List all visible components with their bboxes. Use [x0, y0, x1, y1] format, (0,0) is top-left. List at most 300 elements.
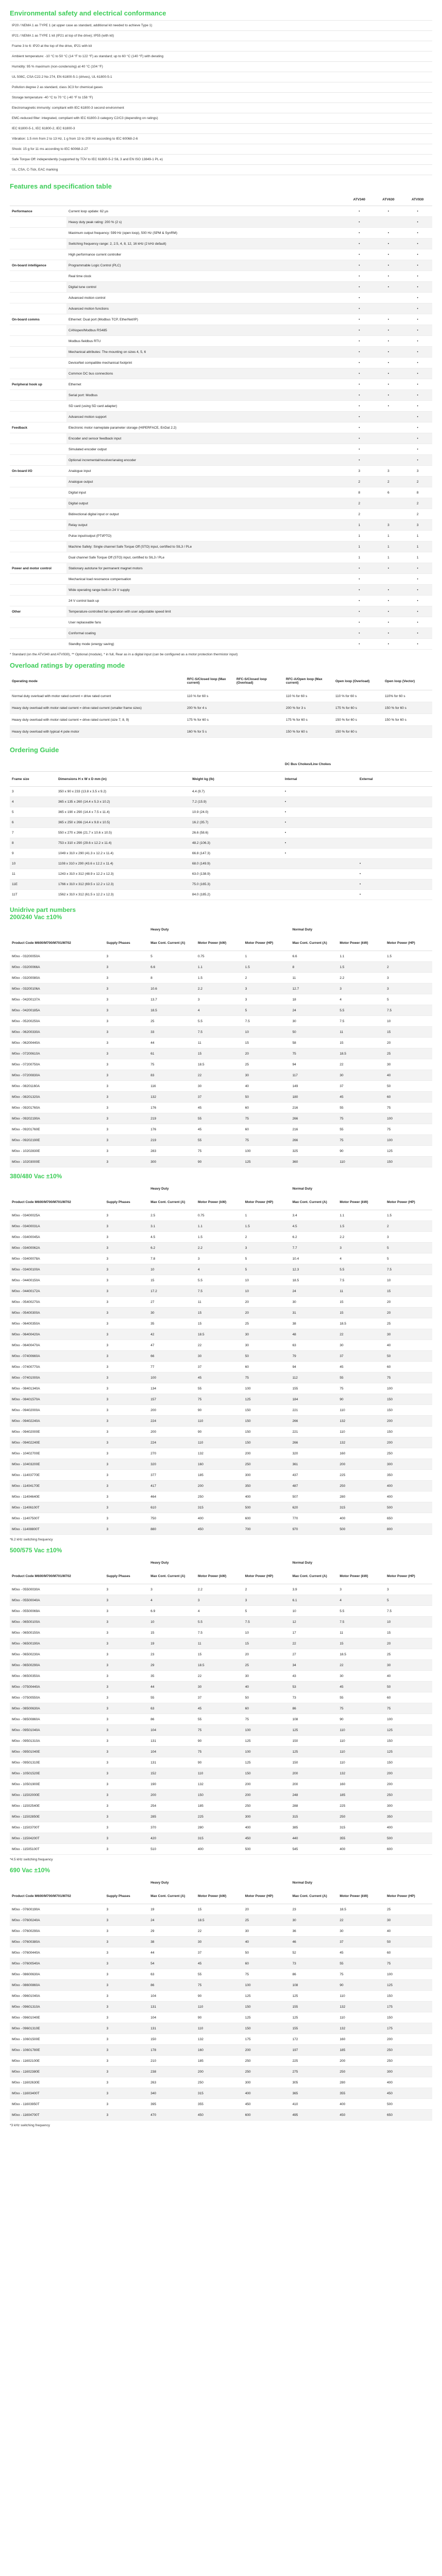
- vt-cell: 75: [243, 1113, 291, 1124]
- vt-cell: 15: [196, 1308, 243, 1318]
- vt-row: [10, 1459, 432, 1470]
- vt-cell: M0xx - 06400470A: [10, 1340, 105, 1351]
- vt-cell: 15: [385, 1286, 432, 1297]
- vt-cell: M0xx - 11505100T: [10, 1844, 105, 1855]
- vt-cell: 60: [243, 1958, 291, 1969]
- vt-cell: 50: [385, 1937, 432, 1947]
- vt-cell: 11: [196, 1297, 243, 1308]
- vt-cell: 270: [148, 1448, 196, 1459]
- features-row: [10, 239, 432, 249]
- vt-cell: 100: [243, 1383, 291, 1394]
- vt-row: [10, 1383, 432, 1394]
- vt-cell: 3: [105, 1844, 149, 1855]
- vt-cell: M0xx - 11503700T: [10, 1822, 105, 1833]
- vt-cell: M0xx - 05400270A: [10, 1297, 105, 1308]
- vt-cell: 100: [243, 1725, 291, 1736]
- vt-cell: 30: [243, 1671, 291, 1682]
- vt-cell: 3: [105, 2012, 149, 2023]
- ordering-row: [10, 879, 432, 890]
- vt-cell: M0xx - 09501040E: [10, 1747, 105, 1757]
- vt-cell: 545: [291, 1844, 338, 1855]
- vt-cell: 3: [105, 973, 149, 984]
- overload-col-header: RFC-A/Open loop (Max current): [284, 672, 333, 690]
- vt-col-header: Max Cont. Current (A): [148, 1568, 196, 1584]
- vt-cell: 75: [337, 1113, 385, 1124]
- feature-availability: •: [345, 336, 374, 347]
- vt-cell: 185: [196, 2056, 243, 2066]
- vt-cell: 25: [243, 1660, 291, 1671]
- vt-cell: 3.4: [291, 1210, 338, 1221]
- vt-cell: M0xx - 04200185A: [10, 1005, 105, 1016]
- v575-title: 500/575 Vac ±10%: [10, 1547, 62, 1554]
- vt-cell: 3: [105, 1297, 149, 1308]
- vt-cell: 3: [105, 1714, 149, 1725]
- vt-cell: 3: [105, 1969, 149, 1980]
- vt-cell: M0xx - 11408800T: [10, 1524, 105, 1535]
- ordering-row: [10, 828, 432, 838]
- vt-cell: M0xx - 09202190A: [10, 1113, 105, 1124]
- ordering-cell: 26.6 (58.6): [190, 828, 283, 838]
- vt-cell: 3: [105, 1502, 149, 1513]
- feature-name: Machine Safety: Single channel Safe Torque Off (STO) input, certified to SIL3 / PLe: [66, 541, 345, 552]
- vt-cell: 150: [243, 1405, 291, 1416]
- ordering-row: [10, 869, 432, 879]
- feature-category: [10, 552, 66, 563]
- overload-cell: Heavy duty overload with motor rated current = drive rated current (size 7, 8, 9): [10, 714, 185, 726]
- ordering-cell: 1049 x 310 x 290 (41.3 x 12.2 x 11.4): [56, 849, 190, 859]
- features-row: [10, 487, 432, 498]
- vt-cell: 50: [385, 1081, 432, 1092]
- feature-availability: •: [374, 401, 403, 412]
- vt-row: [10, 1005, 432, 1016]
- feature-name: Advanced motion functions: [66, 303, 345, 314]
- vt-cell: 3: [105, 1124, 149, 1135]
- vt-row: [10, 1822, 432, 1833]
- vt-cell: 400: [385, 1822, 432, 1833]
- vt-cell: 3: [105, 1372, 149, 1383]
- feature-availability: •: [403, 628, 432, 639]
- feature-availability: 1: [403, 531, 432, 541]
- env-item: Pollution degree 2 as standard, class 3C3 for chemical gases: [10, 82, 432, 92]
- ordering-col-header: Internal: [283, 772, 358, 787]
- vt-cell: 66: [148, 1351, 196, 1362]
- vt-cell: 5: [243, 1253, 291, 1264]
- vt-row: [10, 1470, 432, 1481]
- vt-cell: 3: [105, 1638, 149, 1649]
- vt-col-header: Motor Power (kW): [337, 1194, 385, 1210]
- env-item: Vibration: 1.5 mm from 2 to 13 Hz, 1 g from 13 to 200 Hz according to IEC 60068-2-6: [10, 133, 432, 144]
- vt-cell: 500: [385, 2099, 432, 2110]
- vt-cell: M0xx - 08500860A: [10, 1714, 105, 1725]
- vt-cell: 3: [105, 2066, 149, 2077]
- vt-cell: 86: [148, 1980, 196, 1991]
- feature-category: [10, 401, 66, 412]
- vt-cell: 3: [105, 1416, 149, 1427]
- vt-cell: 45: [196, 1103, 243, 1113]
- vt-cell: 10: [385, 1617, 432, 1628]
- vt-cell: 7.5: [385, 1606, 432, 1617]
- vt-cell: 315: [196, 1502, 243, 1513]
- feature-availability: 1: [345, 520, 374, 531]
- vt-cell: 90: [337, 1394, 385, 1405]
- vt-cell: 4: [337, 1595, 385, 1606]
- vt-cell: 3: [105, 1092, 149, 1103]
- vt-cell: 450: [243, 1833, 291, 1844]
- vt-cell: 150: [385, 1427, 432, 1437]
- vt-cell: 44: [148, 1682, 196, 1692]
- vt-cell: 131: [148, 2023, 196, 2034]
- vt-cell: 30: [243, 1070, 291, 1081]
- vt-cell: 288: [291, 1801, 338, 1811]
- vt-cell: 250: [196, 2077, 243, 2088]
- vt-row: [10, 1725, 432, 1736]
- vt-cell: 150: [291, 1736, 338, 1747]
- vt-row: [10, 1617, 432, 1628]
- vt-cell: 12.3: [291, 1264, 338, 1275]
- vt-cell: M0xx - 11602100E: [10, 2056, 105, 2066]
- vt-cell: 3: [105, 1146, 149, 1157]
- overload-cell: 110 % for 60 s: [333, 690, 383, 702]
- vt-cell: 250: [337, 1481, 385, 1492]
- vt-cell: M0xx - 09501040A: [10, 1725, 105, 1736]
- vt-cell: 18.5: [337, 1649, 385, 1660]
- vt-cell: 1.1: [196, 962, 243, 973]
- vt-row: [10, 1027, 432, 1038]
- vt-row: [10, 1113, 432, 1124]
- ordering-cell: •: [358, 859, 432, 869]
- env-item: UL 508C, CSA C22.2 No 274, EN 61800-5-1 (drives), UL 61800-5-1: [10, 72, 432, 82]
- overload-title: Overload ratings by operating mode: [10, 662, 125, 669]
- feature-category: Performance: [10, 206, 66, 217]
- features-col-header: ATV930: [403, 193, 432, 206]
- vt-cell: 700: [243, 1524, 291, 1535]
- vt-cell: 365: [291, 2088, 338, 2099]
- vt-col-header: Motor Power (HP): [243, 1194, 291, 1210]
- vt-cell: 152: [148, 1768, 196, 1779]
- vt-col-header: Max Cont. Current (A): [291, 1194, 338, 1210]
- features-row: [10, 347, 432, 358]
- env-item: IP20 / NEMA 1 as TYPE 1 (at upper case as standard, additional kit needed to achieve Type 1): [10, 20, 432, 30]
- vt-row: [10, 1253, 432, 1264]
- vt-cell: 54: [148, 1958, 196, 1969]
- vt-cell: M0xx - 09601310A: [10, 2002, 105, 2012]
- vt-cell: M0xx - 06500350A: [10, 1671, 105, 1682]
- vt-row: [10, 2110, 432, 2121]
- vt-cell: 5.5: [337, 1606, 385, 1617]
- vt-cell: 7.5: [337, 1275, 385, 1286]
- ordering-col-header: Dimensions H x W x D mm (in): [56, 772, 190, 787]
- vt-row: [10, 1844, 432, 1855]
- vt-cell: 11: [291, 973, 338, 984]
- vt-cell: 3: [105, 1747, 149, 1757]
- ordering-cell: 365 x 135 x 260 (14.4 x 5.3 x 10.2): [56, 797, 190, 807]
- vt-cell: 125: [243, 1157, 291, 1167]
- vt-row: [10, 1524, 432, 1535]
- vt-cell: 7.5: [243, 1016, 291, 1027]
- vt-row: [10, 1811, 432, 1822]
- vt-cell: 10: [385, 1016, 432, 1027]
- vt-cell: 266: [291, 1416, 338, 1427]
- vt-cell: 437: [291, 1470, 338, 1481]
- vt-cell: 5.5: [196, 1016, 243, 1027]
- vt-row: [10, 2002, 432, 2012]
- v575-foot: *4.5 kHz switching frequency: [10, 1858, 53, 1861]
- feature-name: Advanced motion support: [66, 412, 345, 422]
- feature-availability: •: [403, 303, 432, 314]
- feature-availability: •: [403, 217, 432, 228]
- vt-cell: 7.5: [385, 1264, 432, 1275]
- vt-row: [10, 1232, 432, 1243]
- vt-col-header: Supply Phases: [105, 935, 149, 951]
- vt-cell: 266: [291, 1135, 338, 1146]
- overload-col-header: Operating mode: [10, 672, 185, 690]
- v200-table: [10, 924, 432, 1167]
- env-item: EMC-reduced filter: integrated, compliant with IEC 61800-3 category C2/C3 (depending on ratings): [10, 113, 432, 123]
- vt-cell: 35: [148, 1671, 196, 1682]
- vt-col-header: Product Code M600/M700/M701/M702: [10, 1568, 105, 1584]
- vt-cell: 17: [291, 1628, 338, 1638]
- feature-availability: [374, 433, 403, 444]
- vt-cell: M0xx - 05500030A: [10, 1584, 105, 1595]
- vt-row: [10, 962, 432, 973]
- vt-cell: 100: [243, 1146, 291, 1157]
- feature-name: SD card (using SD card adapter): [66, 401, 345, 412]
- vt-cell: 650: [385, 2110, 432, 2121]
- vt-cell: 3: [105, 1926, 149, 1937]
- ordering-cell: 16.2 (35.7): [190, 818, 283, 828]
- vt-cell: M0xx - 08401570A: [10, 1394, 105, 1405]
- vt-col-header: Max Cont. Current (A): [291, 935, 338, 951]
- duty-group-row: [10, 1183, 432, 1194]
- vt-cell: 12: [291, 1617, 338, 1628]
- vt-cell: 610: [148, 1502, 196, 1513]
- vt-cell: 225: [337, 1470, 385, 1481]
- overload-cell: 175 % for 60 s: [284, 714, 333, 726]
- vt-cell: 300: [148, 1157, 196, 1167]
- feature-availability: •: [345, 606, 374, 617]
- vt-cell: 600: [243, 1513, 291, 1524]
- vt-cell: 45: [196, 1958, 243, 1969]
- feature-availability: 1: [403, 552, 432, 563]
- vt-cell: 160: [337, 1779, 385, 1790]
- vt-cell: 132: [337, 1768, 385, 1779]
- vt-cell: M0xx - 04200137A: [10, 994, 105, 1005]
- vt-cell: 7.5: [196, 1027, 243, 1038]
- vt-cell: 3: [337, 1584, 385, 1595]
- vt-cell: 160: [196, 2045, 243, 2056]
- vt-cell: 2: [243, 973, 291, 984]
- feature-category: On-board comms: [10, 314, 66, 325]
- feature-availability: •: [374, 358, 403, 368]
- vt-cell: 6.6: [291, 951, 338, 962]
- v400-table: [10, 1183, 432, 1535]
- vt-row: [10, 2045, 432, 2056]
- feature-category: [10, 531, 66, 541]
- feature-category: [10, 368, 66, 379]
- env-list: [10, 20, 432, 175]
- vt-col-header: Motor Power (kW): [196, 1194, 243, 1210]
- vt-row: [10, 1394, 432, 1405]
- feature-availability: •: [374, 563, 403, 574]
- vt-cell: 22: [196, 1926, 243, 1937]
- vt-cell: 3: [385, 973, 432, 984]
- vt-cell: 200: [385, 2034, 432, 2045]
- overload-row: [10, 690, 432, 702]
- ordering-row: [10, 807, 432, 818]
- vt-cell: 47: [148, 1340, 196, 1351]
- vt-cell: 25: [243, 1915, 291, 1926]
- vt-cell: 37: [337, 1351, 385, 1362]
- vt-cell: 3: [105, 1801, 149, 1811]
- normal-duty-label: Normal Duty: [291, 1183, 432, 1194]
- vt-cell: 178: [148, 2045, 196, 2056]
- duty-group-row: [10, 924, 432, 935]
- vt-cell: 10: [243, 1628, 291, 1638]
- vt-cell: 132: [196, 2034, 243, 2045]
- vt-cell: 45: [196, 1124, 243, 1135]
- vt-cell: M0xx - 06500230A: [10, 1649, 105, 1660]
- vt-row: [10, 1714, 432, 1725]
- vt-col-header: Supply Phases: [105, 1194, 149, 1210]
- vt-cell: 125: [291, 1991, 338, 2002]
- vt-cell: 3: [196, 1595, 243, 1606]
- vt-cell: 15: [196, 1318, 243, 1329]
- ordering-cell: 8: [10, 838, 56, 849]
- vt-cell: 3: [105, 1811, 149, 1822]
- vt-cell: 15: [196, 1649, 243, 1660]
- vt-cell: 3: [105, 1947, 149, 1958]
- vt-cell: 450: [385, 2088, 432, 2099]
- ordering-cell: [358, 838, 432, 849]
- ordering-col-header: External: [358, 772, 432, 787]
- vt-cell: 125: [291, 1725, 338, 1736]
- feature-availability: •: [345, 325, 374, 336]
- ordering-cell: [283, 869, 358, 879]
- vt-cell: 5.5: [337, 1005, 385, 1016]
- feature-availability: •: [374, 249, 403, 260]
- normal-duty-label: Normal Duty: [291, 1877, 432, 1888]
- vt-cell: 6.2: [291, 1232, 338, 1243]
- vt-cell: 20: [243, 1048, 291, 1059]
- vt-cell: 3: [105, 1232, 149, 1243]
- overload-cell: 175 % for 60 s: [333, 702, 383, 714]
- ordering-cell: •: [283, 807, 358, 818]
- vt-cell: M0xx - 07500550A: [10, 1692, 105, 1703]
- ordering-cell: 4: [10, 797, 56, 807]
- vt-cell: 3: [105, 1768, 149, 1779]
- vt-cell: 355: [337, 1833, 385, 1844]
- vt-cell: 250: [243, 2066, 291, 2077]
- vt-cell: 131: [148, 1757, 196, 1768]
- feature-name: Analogue output: [66, 477, 345, 487]
- vt-row: [10, 1502, 432, 1513]
- vt-cell: 385: [291, 1822, 338, 1833]
- vt-cell: 75: [291, 1048, 338, 1059]
- vt-cell: 3: [105, 1318, 149, 1329]
- features-table: [10, 193, 432, 650]
- vt-row: [10, 1801, 432, 1811]
- ordering-cell: [358, 787, 432, 797]
- ordering-cell: 11E: [10, 879, 56, 890]
- feature-name: Real time clock: [66, 271, 345, 282]
- vt-row: [10, 1638, 432, 1649]
- vt-cell: 30: [385, 1329, 432, 1340]
- vt-cell: 3: [105, 1275, 149, 1286]
- env-item: Ambient temperature: -10 °C to 50 °C (14 °F to 122 °F) as standard; up to 60 °C (140 °F) with derating: [10, 51, 432, 61]
- vt-cell: 7.8: [148, 1253, 196, 1264]
- vt-cell: 370: [148, 1822, 196, 1833]
- vt-cell: 8: [148, 973, 196, 984]
- vt-cell: 250: [385, 2045, 432, 2056]
- vt-cell: 29: [148, 1660, 196, 1671]
- vt-cell: 200: [385, 1768, 432, 1779]
- feature-availability: •: [403, 574, 432, 585]
- vt-cell: 55: [337, 1372, 385, 1383]
- vt-cell: 200: [148, 1790, 196, 1801]
- feature-availability: •: [403, 422, 432, 433]
- feature-availability: 2: [403, 477, 432, 487]
- vt-cell: 132: [148, 1092, 196, 1103]
- ordering-sub-label: DC Bus Chokes/Line Chokes: [283, 757, 432, 772]
- vt-row: [10, 2012, 432, 2023]
- vt-cell: 3: [105, 1833, 149, 1844]
- vt-cell: 157: [148, 1394, 196, 1405]
- vt-cell: 221: [291, 1405, 338, 1416]
- vt-cell: 75: [337, 1383, 385, 1394]
- ordering-cell: •: [358, 869, 432, 879]
- feature-availability: •: [345, 260, 374, 271]
- vt-cell: 125: [243, 1991, 291, 2002]
- overload-cell: 200 % for 4 s: [185, 702, 234, 714]
- vt-cell: 450: [243, 2099, 291, 2110]
- vt-cell: 30: [385, 1059, 432, 1070]
- ordering-cell: 7: [10, 828, 56, 838]
- vt-cell: 219: [148, 1135, 196, 1146]
- feature-availability: 3: [374, 466, 403, 477]
- vt-cell: 104: [148, 1725, 196, 1736]
- vt-cell: 160: [196, 1459, 243, 1470]
- features-row: [10, 444, 432, 455]
- features-note: * Standard (on the ATV340 and ATV930), ** Optional (module), * in full, Rear as in a digital input (can be configured as a motor protection thermistor input): [10, 653, 238, 656]
- vt-cell: 45: [196, 1703, 243, 1714]
- feature-availability: •: [345, 563, 374, 574]
- ordering-row: [10, 849, 432, 859]
- feature-category: [10, 325, 66, 336]
- vt-cell: 248: [291, 1790, 338, 1801]
- feature-availability: •: [345, 617, 374, 628]
- vt-cell: 40: [385, 1070, 432, 1081]
- vt-cell: M0xx - 05500040A: [10, 1595, 105, 1606]
- vt-row: [10, 1329, 432, 1340]
- vt-cell: 355: [196, 2099, 243, 2110]
- vt-cell: 185: [337, 2045, 385, 2056]
- vt-cell: 1.5: [196, 973, 243, 984]
- vt-cell: 185: [337, 1790, 385, 1801]
- vt-cell: 40: [243, 1682, 291, 1692]
- vt-cell: 320: [291, 1448, 338, 1459]
- feature-availability: •: [403, 282, 432, 293]
- vt-cell: 60: [243, 1362, 291, 1372]
- ordering-cell: 84.0 (185.2): [190, 890, 283, 900]
- vt-cell: 75: [243, 1714, 291, 1725]
- vt-cell: 200: [337, 1459, 385, 1470]
- vt-cell: 3: [105, 1059, 149, 1070]
- features-row: [10, 596, 432, 606]
- vt-cell: 40: [243, 1081, 291, 1092]
- vt-col-header: Motor Power (HP): [385, 1568, 432, 1584]
- vt-cell: 110: [196, 2023, 243, 2034]
- vt-row: [10, 1427, 432, 1437]
